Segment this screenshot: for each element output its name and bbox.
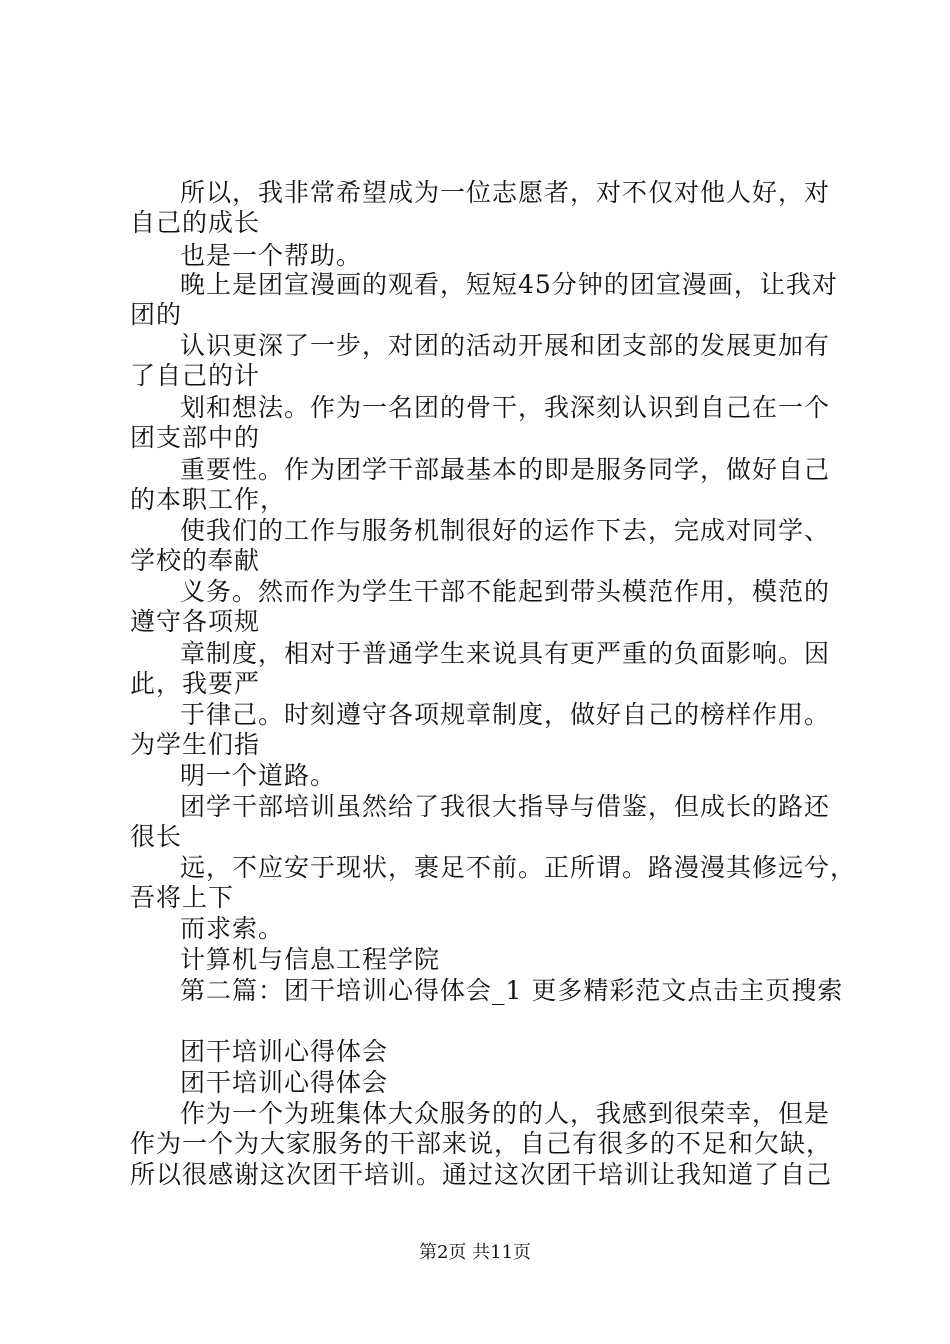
text-line: 自己的成长 [130,208,261,237]
text-line: 划和想法。作为一名团的骨干，我深刻认识到自己在一个 [180,393,831,422]
text-line: 使我们的工作与服务机制很好的运作下去，完成对同学、 [180,516,831,545]
page-footer: 第2页 共11页 [418,1242,532,1263]
text-line: 遵守各项规 [130,607,261,636]
text-line: 章制度，相对于普通学生来说具有更严重的负面影响。因 [180,639,831,668]
text-line: 团学干部培训虽然给了我很大指导与借鉴，但成长的路还 [180,792,831,821]
text-line: 而求索。 [180,914,285,943]
text-line: 团干培训心得体会 [180,1068,389,1097]
text-line: 很长 [130,822,183,851]
text-line: 吾将上下 [130,883,235,912]
section-heading: 第二篇：团干培训心得体会_1 更多精彩范文点击主页搜索 [180,976,844,1005]
text-line: 所以很感谢这次团干培训。通过这次团干培训让我知道了自己 [130,1160,833,1189]
text-line: 义务。然而作为学生干部不能起到带头模范作用，模范的 [180,577,831,606]
text-line: 此，我要严 [130,669,261,698]
text-line: 学校的奉献 [130,546,261,575]
text-line: 重要性。作为团学干部最基本的即是服务同学，做好自己 [180,455,831,484]
text-line: 于律己。时刻遵守各项规章制度，做好自己的榜样作用。 [180,700,831,729]
text-line: 认识更深了一步，对团的活动开展和团支部的发展更加有 [180,331,831,360]
text-line: 计算机与信息工程学院 [180,945,441,974]
text-line: 明一个道路。 [180,761,337,790]
text-line: 晚上是团宣漫画的观看，短短45分钟的团宣漫画，让我对 [180,270,838,299]
text-line: 团干培训心得体会 [180,1037,389,1066]
text-line: 了自己的计 [130,361,261,390]
text-line: 远，不应安于现状，裹足不前。正所谓。路漫漫其修远兮， [180,853,857,882]
text-line: 所以，我非常希望成为一位志愿者，对不仅对他人好，对 [180,178,831,207]
text-line: 作为一个为大家服务的干部来说，自己有很多的不足和欠缺， [130,1129,833,1158]
text-line: 作为一个为班集体大众服务的的人，我感到很荣幸，但是 [180,1099,831,1128]
text-line: 的本职工作， [130,485,287,514]
text-line: 团的 [130,300,183,329]
text-line: 为学生们指 [130,730,261,759]
text-line: 团支部中的 [130,423,261,452]
text-line: 也是一个帮助。 [180,241,363,270]
